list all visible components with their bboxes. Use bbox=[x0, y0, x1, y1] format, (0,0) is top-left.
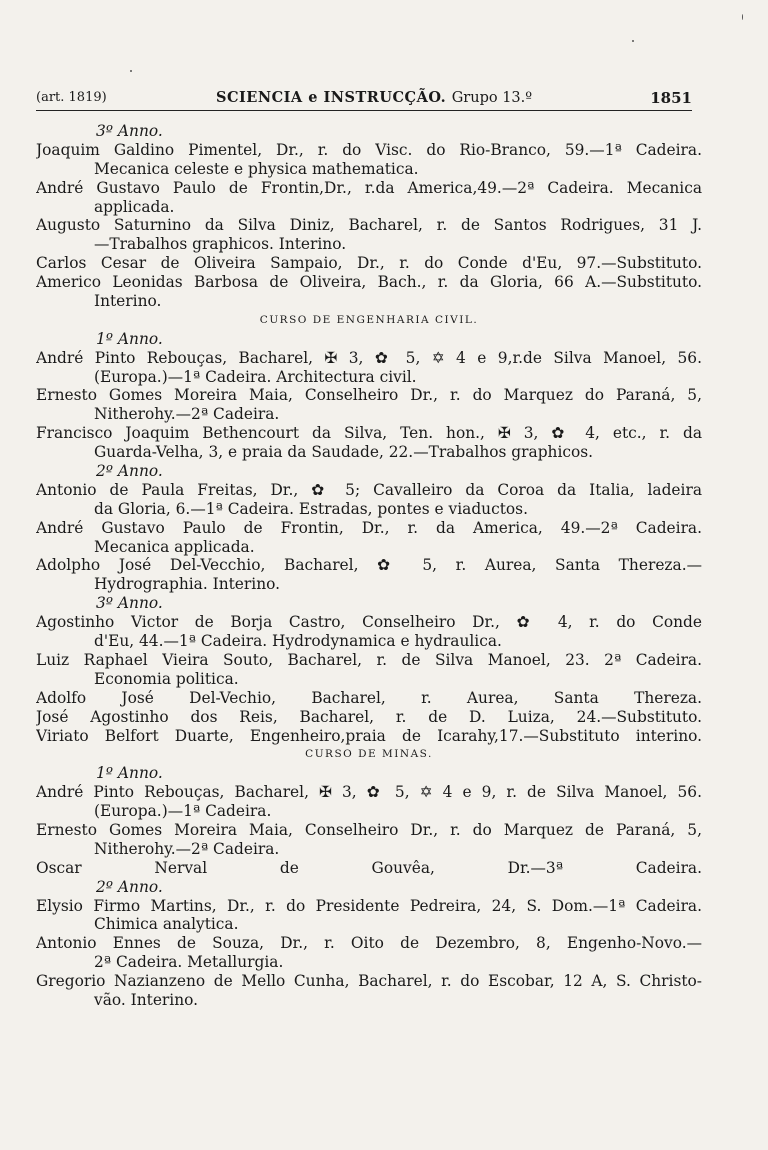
faculty-entry: Joaquim Galdino Pimentel, Dr., r. do Visc. do Rio-Branco, 59.—1ª Cadeira. bbox=[36, 140, 702, 159]
faculty-entry: André Pinto Rebouças, Bacharel, ✠ 3, ✿ 5, ✡ 4 e 9, r. de Silva Manoel, 56. bbox=[36, 783, 702, 802]
entry-continuation: Hydrographia. Interino. bbox=[94, 575, 280, 594]
entry-continuation: 2ª Cadeira. Metallurgia. bbox=[94, 953, 284, 972]
entry-continuation: d'Eu, 44.—1ª Cadeira. Hydrodynamica e hydraulica. bbox=[94, 632, 502, 651]
faculty-entry: Adolfo José Del-Vechio, Bacharel, r. Aurea, Santa Thereza. bbox=[36, 688, 702, 707]
year-heading: 1º Anno. bbox=[96, 764, 163, 783]
faculty-entry: Elysio Firmo Martins, Dr., r. do Presidente Pedreira, 24, S. Dom.—1ª Cadeira. bbox=[36, 896, 702, 915]
paper-speck bbox=[130, 70, 132, 72]
year-heading: 3º Anno. bbox=[96, 594, 163, 613]
entry-continuation: Chimica analytica. bbox=[94, 915, 239, 934]
course-heading: CURSO DE MINAS. bbox=[305, 748, 433, 761]
year-heading: 3º Anno. bbox=[96, 122, 163, 140]
year-heading: 1º Anno. bbox=[96, 329, 163, 348]
year-heading: 2º Anno. bbox=[96, 462, 163, 481]
faculty-entry: André Gustavo Paulo de Frontin,Dr., r.da America,49.—2ª Cadeira. Mecanica bbox=[36, 178, 702, 197]
entry-continuation: vão. Interino. bbox=[94, 990, 199, 1009]
faculty-entry: Adolpho José Del-Vecchio, Bacharel, ✿ 5, r. Aurea, Santa Thereza.— bbox=[36, 556, 702, 575]
faculty-entry: Augusto Saturnino da Silva Diniz, Bacharel, r. de Santos Rodrigues, 31 J. bbox=[36, 216, 702, 235]
course-heading: CURSO DE ENGENHARIA CIVIL. bbox=[259, 313, 479, 326]
faculty-entry: Viriato Belfort Duarte, Engenheiro,praia de Icarahy,17.—Substituto interino. bbox=[36, 726, 702, 745]
paper-speck bbox=[632, 40, 634, 42]
page-number: 1851 bbox=[650, 89, 692, 107]
article-reference: (art. 1819) bbox=[36, 90, 107, 105]
faculty-entry: André Pinto Rebouças, Bacharel, ✠ 3, ✿ 5, ✡ 4 e 9,r.de Silva Manoel, 56. bbox=[36, 348, 702, 367]
entry-continuation: Nitherohy.—2ª Cadeira. bbox=[94, 839, 280, 858]
directory-listing bbox=[36, 122, 702, 1010]
faculty-entry: José Agostinho dos Reis, Bacharel, r. de D. Luiza, 24.—Substituto. bbox=[36, 707, 702, 726]
entry-continuation: da Gloria, 6.—1ª Cadeira. Estradas, pontes e viaductos. bbox=[94, 499, 528, 518]
entry-continuation: applicada. bbox=[94, 197, 175, 216]
faculty-entry: Luiz Raphael Vieira Souto, Bacharel, r. de Silva Manoel, 23. 2ª Cadeira. bbox=[36, 650, 702, 669]
entry-continuation: (Europa.)—1ª Cadeira. Architectura civil. bbox=[94, 367, 417, 386]
group-label: Grupo 13.º bbox=[451, 90, 533, 106]
faculty-entry: Ernesto Gomes Moreira Maia, Conselheiro Dr., r. do Marquez de Paraná, 5, bbox=[36, 820, 702, 839]
entry-continuation: (Europa.)—1ª Cadeira. bbox=[94, 802, 272, 821]
running-header bbox=[36, 88, 692, 111]
faculty-entry: Francisco Joaquim Bethencourt da Silva, Ten. hon., ✠ 3, ✿ 4, etc., r. da bbox=[36, 424, 702, 443]
faculty-entry: Ernesto Gomes Moreira Maia, Conselheiro Dr., r. do Marquez do Paraná, 5, bbox=[36, 386, 702, 405]
faculty-entry: Agostinho Victor de Borja Castro, Conselheiro Dr., ✿ 4, r. do Conde bbox=[36, 613, 702, 632]
faculty-entry: André Gustavo Paulo de Frontin, Dr., r. da America, 49.—2ª Cadeira. bbox=[36, 518, 702, 537]
faculty-entry: Antonio Ennes de Souza, Dr., r. Oito de Dezembro, 8, Engenho-Novo.— bbox=[36, 934, 702, 953]
year-heading: 2º Anno. bbox=[96, 877, 163, 896]
faculty-entry: Americo Leonidas Barbosa de Oliveira, Bach., r. da Gloria, 66 A.—Substituto. bbox=[36, 273, 702, 292]
entry-continuation: Guarda-Velha, 3, e praia da Saudade, 22.—Trabalhos graphicos. bbox=[94, 443, 594, 462]
entry-continuation: Nitherohy.—2ª Cadeira. bbox=[94, 405, 280, 424]
entry-continuation: Economia politica. bbox=[94, 669, 239, 688]
entry-continuation: —Trabalhos graphicos. Interino. bbox=[94, 235, 347, 254]
header-title bbox=[216, 89, 532, 106]
faculty-entry: Carlos Cesar de Oliveira Sampaio, Dr., r. do Conde d'Eu, 97.—Substituto. bbox=[36, 254, 702, 273]
paper-speck bbox=[742, 14, 743, 20]
faculty-entry: Gregorio Nazianzeno de Mello Cunha, Bacharel, r. do Escobar, 12 A, S. Christo- bbox=[36, 972, 702, 991]
entry-continuation: Interino. bbox=[94, 292, 162, 311]
faculty-entry: Antonio de Paula Freitas, Dr., ✿ 5; Cavalleiro da Coroa da Italia, ladeira bbox=[36, 480, 702, 499]
section-title-text: SCIENCIA e INSTRUCÇÃO. bbox=[216, 89, 447, 106]
entry-continuation: Mecanica celeste e physica mathematica. bbox=[94, 159, 419, 178]
entry-continuation: Mecanica applicada. bbox=[94, 537, 255, 556]
faculty-entry: Oscar Nerval de Gouvêa, Dr.—3ª Cadeira. bbox=[36, 858, 702, 877]
